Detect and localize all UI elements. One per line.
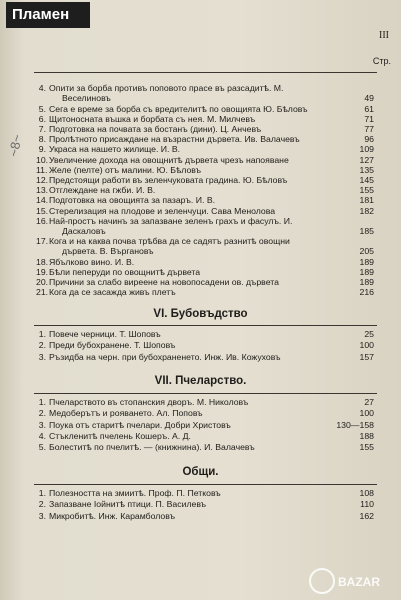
toc-page: 155 (359, 185, 374, 196)
toc-number: 19. (36, 266, 49, 277)
toc-row (36, 206, 374, 216)
toc-title: Даскаловъ (62, 226, 106, 236)
toc-row (36, 277, 374, 287)
toc-row (36, 83, 374, 93)
toc-page: 110 (360, 499, 374, 510)
toc-row (36, 442, 374, 452)
toc-title: Опити за борба противъ поповото прасе въ разсадитѣ. М. (49, 83, 284, 94)
toc-title: Повече черници. Т. Шоповъ (49, 329, 161, 339)
rule-obshti (34, 484, 377, 485)
toc-number: 3. (38, 419, 46, 430)
toc-number: 3. (38, 510, 46, 521)
toc-row (36, 114, 374, 124)
toc-row (36, 226, 374, 236)
column-header: Стр. (372, 56, 391, 66)
toc-row (36, 257, 374, 267)
toc-page: 189 (359, 277, 374, 287)
toc-title: Медоберътъ и рояването. Ал. Поповъ (49, 408, 203, 419)
toc-number: 9. (38, 144, 46, 155)
toc-page: 188 (359, 430, 374, 441)
watermark-brand: BAZAR (338, 575, 380, 589)
toc-number: 6. (38, 113, 46, 124)
toc-row (36, 165, 374, 175)
toc-row (36, 216, 374, 226)
toc-number: 2. (38, 408, 46, 419)
toc-page: 205 (359, 246, 374, 257)
toc-row (36, 246, 374, 256)
toc-title: Кога и на каква почва трѣбва да се садятъ разнитѣ овощни (49, 236, 290, 247)
toc-number: 18. (36, 256, 49, 267)
toc-row (36, 175, 374, 185)
toc-title: Болеститѣ по пчелитѣ. — (книжнина). И. Валачевъ (49, 442, 255, 453)
toc-page: 189 (359, 256, 374, 267)
toc-page: 181 (359, 195, 374, 206)
toc-title: Ръзидба на черн. при бубохраненето. Инж. Ив. Кожуховъ (49, 351, 281, 362)
section-heading-bub: VI. Бубовъдство (153, 308, 248, 320)
toc-page: 155 (359, 442, 374, 453)
toc-row (36, 329, 374, 339)
toc-title: Увеличение дохода на овощнитѣ дървета чрезъ напояване (49, 154, 289, 165)
toc-page: 49 (364, 93, 374, 104)
toc-number: 4. (38, 430, 46, 441)
toc-title: Най-простъ начинъ за запазване зеленъ грахъ и фасулъ. И. (49, 215, 293, 226)
toc-row (36, 408, 374, 418)
toc-number: 20. (36, 277, 49, 287)
toc-number: 10. (36, 154, 49, 165)
toc-row (36, 236, 374, 246)
toc-title: Желе (пелте) отъ малини. Ю. Бѣловъ (49, 164, 202, 175)
toc-title: Кога да се засажда живъ плетъ (49, 287, 176, 298)
toc-row (36, 73, 374, 83)
toc-number: 12. (36, 175, 49, 185)
toc-page: 27 (364, 397, 374, 407)
toc-page: 216 (359, 287, 374, 298)
toc-page: 157 (359, 351, 374, 362)
toc-row (36, 93, 374, 103)
toc-page: 109 (359, 144, 374, 155)
toc-row (36, 287, 374, 297)
toc-number: 13. (36, 185, 49, 196)
toc-page: 130—158 (336, 419, 374, 430)
toc-row (36, 124, 374, 134)
toc-row (36, 420, 374, 430)
toc-row (36, 144, 374, 154)
toc-number: 1. (38, 488, 46, 498)
toc-title: Стерелизация на плодове и зеленчуци. Сава Менолова (49, 205, 276, 216)
toc-row (36, 267, 374, 277)
toc-row (36, 195, 374, 205)
toc-row (36, 340, 374, 350)
toc-page: 100 (359, 408, 374, 419)
toc-number: 3. (38, 351, 46, 362)
toc-number: 16. (36, 215, 49, 226)
toc-page: 108 (359, 488, 374, 498)
toc-title: Щитоносната въшка и борбата съ нея. М. Милчевъ (49, 113, 256, 124)
toc-page: 145 (359, 175, 374, 185)
toc-row (36, 397, 374, 407)
toc-number: 2. (38, 340, 46, 351)
toc-number: 2. (38, 499, 46, 510)
toc-title: Поука отъ старитѣ пчелари. Добри Христовъ (49, 419, 231, 430)
toc-number: 11. (36, 164, 48, 175)
toc-row (36, 134, 374, 144)
toc-page: 77 (364, 124, 374, 134)
toc-number: 14. (36, 195, 49, 206)
toc-title: Ябълково вино. И. В. (49, 256, 135, 267)
toc-title: Причини за слабо виреене на новопосадени ов. дървета (49, 277, 279, 287)
watermark-logo: Пламен (6, 2, 90, 28)
toc-row (36, 511, 374, 521)
toc-page: 25 (364, 329, 374, 339)
toc-page: 71 (364, 113, 374, 124)
rule-pch (34, 393, 377, 394)
toc-number: 4. (38, 83, 46, 94)
toc-number: 5. (38, 442, 46, 453)
toc-row (36, 185, 374, 195)
toc-number: 5. (38, 103, 46, 114)
toc-row (36, 431, 374, 441)
toc-title: Подготовка на овощията за пазаръ. И. В. (49, 195, 216, 206)
toc-page: 96 (364, 134, 374, 145)
pencil-mark: ~8~ (5, 133, 25, 158)
toc-title: Отглеждане на гжби. И. В. (49, 185, 156, 196)
toc-title: Сега е време за борба съ вредителитѣ по овощията Ю. Бѣловъ (49, 103, 308, 114)
toc-title: Запазване Ioйнитѣ птици. П. Василевъ (49, 499, 207, 510)
toc-page: 182 (359, 205, 374, 216)
toc-title: Подготовка на почвата за бостанъ (дини). Ц. Анчевъ (49, 124, 262, 134)
toc-title: Микробитѣ. Инж. Карамболовъ (49, 510, 175, 521)
toc-page: 135 (359, 164, 374, 175)
section-heading-obshti: Общи. (182, 466, 219, 478)
page-number: III (379, 30, 389, 41)
toc-title: Украса на нашето жилище. И. В. (49, 144, 181, 155)
toc-number: 1. (38, 329, 46, 339)
toc-row (36, 155, 374, 165)
toc-page: 127 (359, 154, 374, 165)
toc-title: Веселиновъ (62, 93, 111, 104)
toc-title: Предстоящи работи въ зеленчуковата градина. Ю. Бѣловъ (49, 175, 288, 185)
toc-row (36, 104, 374, 114)
toc-title: Пролѣтното присаждане на възрастни дървета. Ив. Валачевъ (49, 134, 300, 145)
toc-page: 100 (359, 340, 374, 351)
toc-row (36, 352, 374, 362)
toc-number: 17. (36, 236, 49, 247)
section-heading-pch: VII. Пчеларство. (154, 375, 247, 387)
toc-title: Пчеларството въ стопанския дворъ. М. Николовъ (49, 397, 249, 407)
toc-page: 162 (359, 510, 374, 521)
toc-page: 185 (359, 226, 374, 236)
toc-row (36, 488, 374, 498)
rule-bub (34, 325, 377, 326)
toc-title: Полезността на змиитѣ. Проф. П. Петковъ (49, 488, 221, 498)
bazar-watermark-icon (307, 566, 393, 596)
toc-number: 7. (38, 124, 46, 134)
toc-number: 21. (36, 287, 49, 298)
toc-number: 1. (38, 397, 46, 407)
toc-row (36, 499, 374, 509)
toc-page: 189 (359, 266, 374, 277)
toc-title: Стъкленитѣ пчелень Кошеръ. А. Д. (49, 430, 191, 441)
toc-number: 8. (38, 134, 46, 145)
toc-title: дървета. В. Въргановъ (62, 246, 154, 257)
toc-title: Бѣли пеперуди по овощнитѣ дървета (49, 266, 201, 277)
toc-title: Преди бубохранене. Т. Шоповъ (49, 340, 176, 351)
toc-page: 61 (364, 103, 374, 114)
toc-number: 15. (36, 205, 49, 216)
